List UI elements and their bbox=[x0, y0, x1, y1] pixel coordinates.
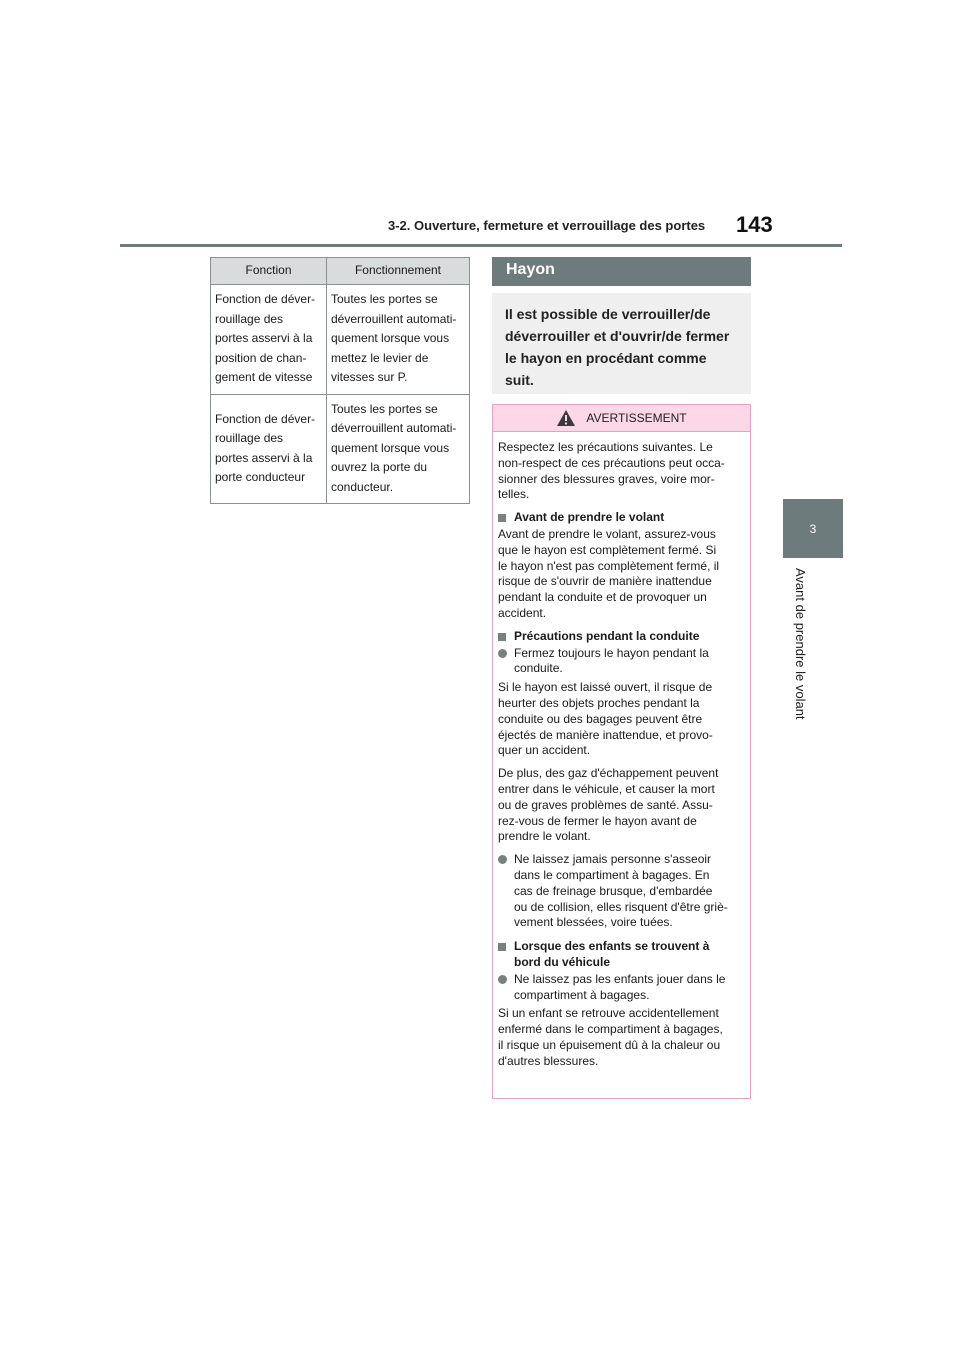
square-bullet-icon bbox=[498, 514, 506, 522]
table-cell-function: Fonction de déver- rouillage des portes asservi à la porte conducteur bbox=[211, 394, 327, 504]
table-header-row bbox=[211, 258, 470, 285]
chapter-tab: 3 bbox=[783, 499, 843, 558]
table-cell-function: Fonction de déver- rouillage des portes asservi à la position de chan- gement de vitesse bbox=[211, 285, 327, 395]
circle-bullet-icon bbox=[498, 855, 507, 864]
table-row bbox=[211, 394, 470, 504]
warning-box bbox=[492, 404, 751, 1099]
circle-bullet-icon bbox=[498, 649, 507, 658]
chapter-side-label: Avant de prendre le volant bbox=[793, 568, 808, 720]
subsection-heading: Avant de prendre le volant bbox=[498, 510, 742, 526]
square-bullet-icon bbox=[498, 633, 506, 641]
paragraph: Si le hayon est laissé ouvert, il risque de heurter des objets proches pendant la conduite ou des bagages peuvent être éjectés de manière inattendue, et provo- quer un accident. bbox=[498, 680, 713, 758]
square-bullet-icon bbox=[498, 943, 506, 951]
circle-bullet-icon bbox=[498, 975, 507, 984]
paragraph: Si un enfant se retrouve accidentellement enfermé dans le compartiment à bagages, il risque un épuisement dû à la chaleur ou d'autres blessures. bbox=[498, 1006, 723, 1068]
table-header-function: Fonction bbox=[211, 258, 327, 285]
table-cell-operation: Toutes les portes se déverrouillent automati- quement lorsque vous ouvrez la porte du conducteur. bbox=[327, 394, 470, 504]
list-item: Fermez toujours le hayon pendant la conduite. bbox=[498, 646, 742, 678]
table-header-operation: Fonctionnement bbox=[327, 258, 470, 285]
subsection-heading: Lorsque des enfants se trouvent à bord du véhicule bbox=[498, 939, 742, 971]
warning-intro: Respectez les précautions suivantes. Le non-respect de ces précautions peut occa- sionner des blessures graves, voire mor- telles. bbox=[498, 440, 725, 502]
paragraph: De plus, des gaz d'échappement peuvent entrer dans le véhicule, et causer la mort ou de graves problèmes de santé. Assu- rez-vous de fermer le hayon avant de prendre le volant. bbox=[498, 766, 719, 844]
list-item: Ne laissez jamais personne s'asseoir dans le compartiment à bagages. En cas de freinage brusque, d'embardée ou de collision, elles risquent d'être griè- vement blessées, voire tuées. bbox=[498, 852, 742, 931]
subsection-heading: Précautions pendant la conduite bbox=[498, 629, 742, 645]
function-table bbox=[210, 257, 470, 504]
warning-triangle-icon bbox=[556, 409, 576, 427]
warning-body bbox=[493, 432, 750, 1069]
section-intro: Il est possible de verrouiller/de déverrouiller et d'ouvrir/de fermer le hayon en procédant comme suit. bbox=[492, 293, 751, 394]
warning-header bbox=[493, 405, 750, 432]
paragraph: Avant de prendre le volant, assurez-vous que le hayon est complètement fermé. Si le hayon n'est pas complètement fermé, il risque de s'ouvrir de manière inattendue pendant la conduite et de provoquer un accident. bbox=[498, 526, 720, 620]
warning-label: AVERTISSEMENT bbox=[586, 411, 687, 425]
header-rule bbox=[120, 244, 842, 247]
running-header: 3-2. Ouverture, fermeture et verrouillage des portes bbox=[388, 218, 706, 233]
list-item: Ne laissez pas les enfants jouer dans le compartiment à bagages. bbox=[498, 972, 742, 1004]
section-title: Hayon bbox=[492, 257, 751, 286]
page-number: 143 bbox=[736, 212, 773, 237]
table-cell-operation: Toutes les portes se déverrouillent automati- quement lorsque vous mettez le levier de vitesses sur P. bbox=[327, 285, 470, 395]
table-row bbox=[211, 285, 470, 395]
